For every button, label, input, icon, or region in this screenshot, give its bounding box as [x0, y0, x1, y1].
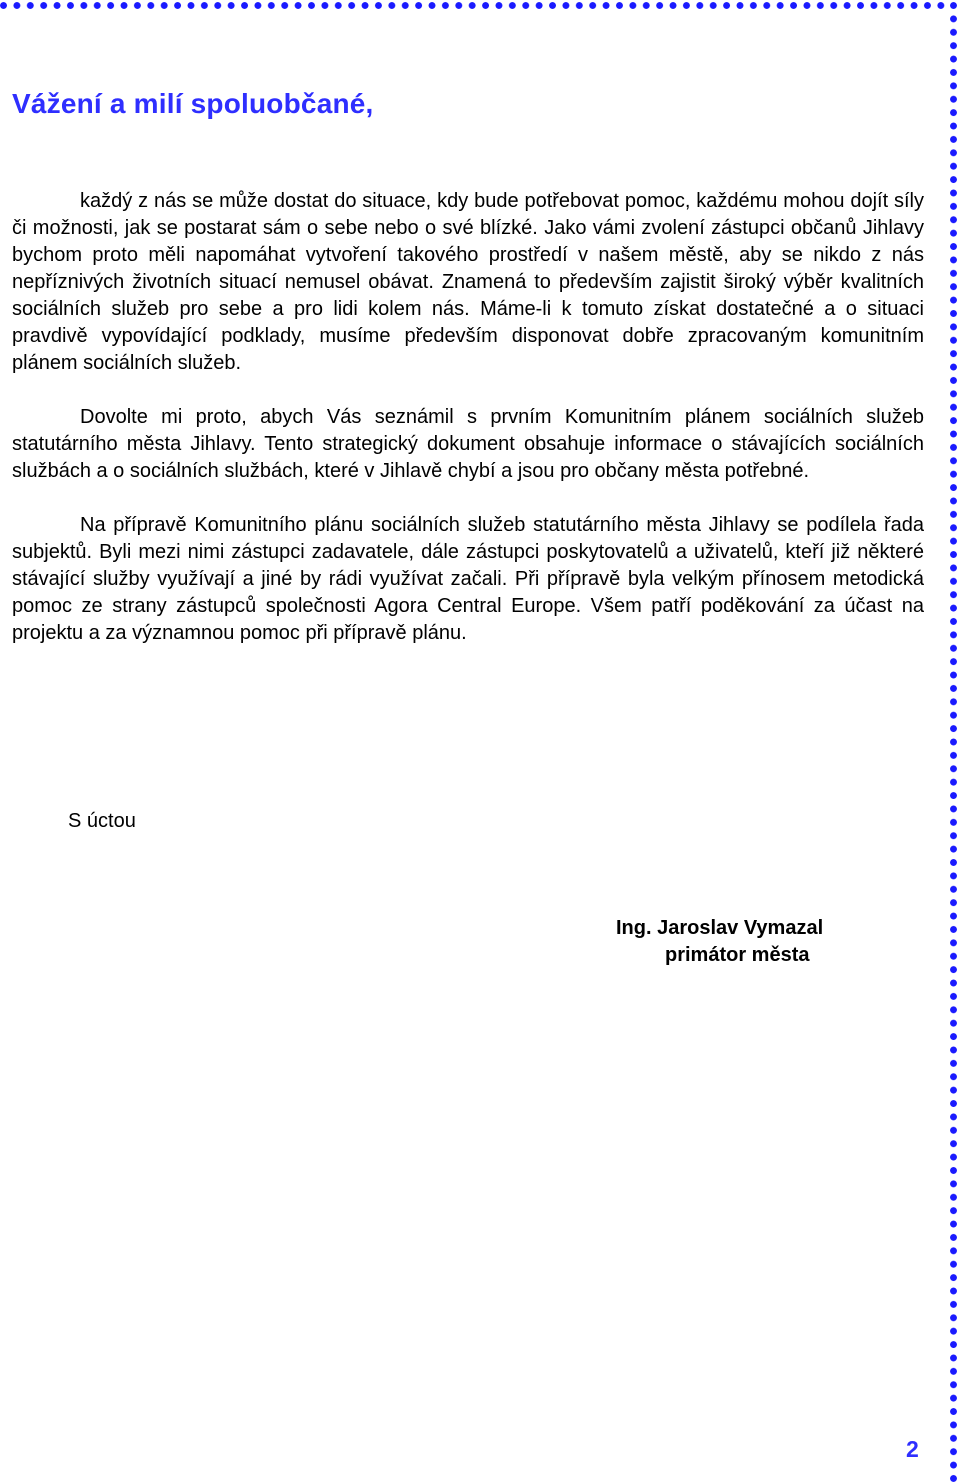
- top-dotted-border: [0, 2, 952, 10]
- signature-role: primátor města: [665, 944, 810, 966]
- right-dotted-border: [950, 2, 958, 1484]
- closing-salutation: S úctou: [68, 810, 136, 832]
- page-number: 2: [906, 1436, 919, 1462]
- signature-name: Ing. Jaroslav Vymazal: [616, 917, 824, 939]
- page-title: Vážení a milí spoluobčané,: [12, 88, 374, 119]
- paragraph-intro: každý z nás se může dostat do situace, kdy bude potřebovat pomoc, každému mohou dojít síly či možnosti, jak se postarat sám o sebe nebo o své blízké. Jako vámi zvolení zástupci občanů Jihlavy bychom proto měli napomáhat vytvoření takového prostředí v našem městě, aby se nikdo z nás nepříznivých životních situací nemusel obávat. Znamená to především zajistit široký výběr kvalitních sociálních služeb pro sebe a pro lidi kolem nás. Máme-li k tomuto získat dostatečné a o situaci pravdivě vypovídající podklady, musíme především disponovat dobře zpracovaným komunitním plánem sociálních služeb.: [12, 190, 924, 374]
- signature-block: [616, 915, 823, 969]
- paragraph-acknowledgement: Na přípravě Komunitního plánu sociálních služeb statutárního města Jihlavy se podílela řada subjektů. Byli mezi nimi zástupci zadavatele, dále zástupci poskytovatelů a uživatelů, kteří již některé stávající služby využívají a jiné by rádi využívat začali. Při přípravě byla velkým přínosem metodická pomoc ze strany zástupců společnosti Agora Central Europe. Všem patří poděkování za účast na projektu a za významnou pomoc při přípravě plánu.: [12, 514, 924, 644]
- letter-body: [12, 188, 924, 647]
- paragraph-plan: Dovolte mi proto, abych Vás seznámil s prvním Komunitním plánem sociálních služeb statutárního města Jihlavy. Tento strategický dokument obsahuje informace o stávajících sociálních službách a o sociálních službách, které v Jihlavě chybí a jsou pro občany města potřebné.: [12, 406, 924, 482]
